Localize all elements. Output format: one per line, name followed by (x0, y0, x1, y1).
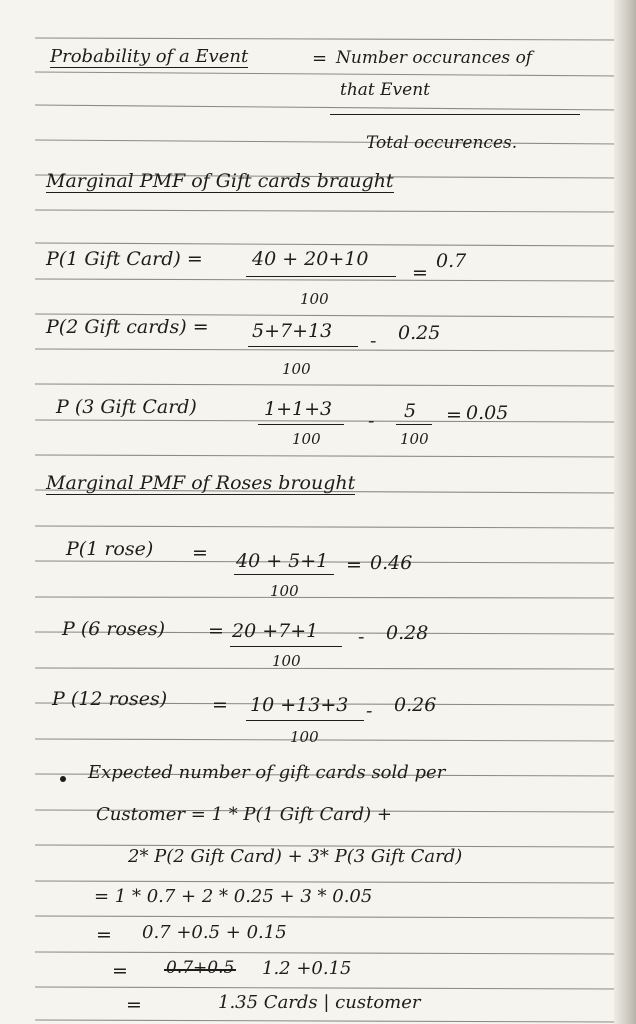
gift-row-3-mid-numerator: 5 (404, 400, 417, 422)
expected-line-1: Expected number of gift cards sold per (88, 762, 446, 783)
definition-lhs: Probability of a Event (50, 46, 249, 67)
gift-heading: Marginal PMF of Gift cards braught (46, 170, 394, 192)
gift-row-3-mid-fraction-bar (396, 424, 432, 425)
gift-row-2-numerator: 5+7+13 (252, 320, 333, 342)
gift-row-3-mid-denominator: 100 (400, 430, 429, 448)
gift-row-1-result: 0.7 (436, 250, 467, 272)
gift-row-1-eq: = (412, 262, 428, 284)
rose-row-2-fraction-bar (230, 646, 342, 647)
definition-numerator-a: Number occurances of (336, 48, 533, 68)
rose-row-1-label: P(1 rose) (66, 538, 154, 560)
gift-row-2-label: P(2 Gift cards) = (46, 316, 209, 338)
gift-row-3-fraction-bar (258, 424, 344, 425)
expected-line-6-struck: 0.7+0.5 (166, 958, 235, 978)
definition-fraction-bar (330, 114, 580, 115)
gift-row-3-denominator: 100 (292, 430, 321, 448)
rose-row-1-fraction-bar (234, 574, 334, 575)
rose-row-2-eq: - (358, 626, 365, 648)
rose-row-3-fraction-bar (246, 720, 364, 721)
expected-line-7-eq: = (126, 994, 142, 1016)
gift-row-3-eq2: = (446, 404, 462, 426)
rose-row-3-numerator: 10 +13+3 (250, 694, 349, 716)
gift-row-2-result: 0.25 (398, 322, 441, 344)
rose-row-1-denominator: 100 (270, 582, 299, 600)
gift-row-2-eq: - (370, 330, 377, 352)
gift-row-1-label: P(1 Gift Card) = (46, 248, 203, 270)
bullet-icon (60, 776, 66, 782)
rose-row-2-denominator: 100 (272, 652, 301, 670)
rose-row-3-label: P (12 roses) (52, 688, 168, 710)
expected-line-6-eq: = (112, 960, 128, 982)
gift-row-1-denominator: 100 (300, 290, 329, 308)
rose-row-1-result: 0.46 (370, 552, 413, 574)
gift-row-3-numerator: 1+1+3 (264, 398, 333, 420)
rose-row-3-eq0: = (212, 694, 228, 716)
expected-line-2: Customer = 1 * P(1 Gift Card) + (96, 804, 392, 825)
definition-numerator-b: that Event (340, 80, 431, 100)
gift-row-2-denominator: 100 (282, 360, 311, 378)
definition-eq: = (312, 48, 328, 69)
rose-row-1-numerator: 40 + 5+1 (236, 550, 329, 572)
rose-row-2-result: 0.28 (386, 622, 429, 644)
rose-row-2-numerator: 20 +7+1 (232, 620, 319, 642)
expected-line-4: = 1 * 0.7 + 2 * 0.25 + 3 * 0.05 (94, 886, 373, 907)
expected-line-5: 0.7 +0.5 + 0.15 (142, 922, 287, 943)
rose-heading: Marginal PMF of Roses brought (46, 472, 356, 494)
rose-row-3-eq: - (366, 700, 373, 722)
rose-row-3-result: 0.26 (394, 694, 437, 716)
gift-row-3-eq1: - (368, 410, 375, 432)
gift-row-1-fraction-bar (246, 276, 396, 277)
expected-line-3: 2* P(2 Gift Card) + 3* P(3 Gift Card) (128, 846, 463, 867)
expected-line-7: 1.35 Cards | customer (218, 992, 421, 1013)
rose-row-2-eq0: = (208, 620, 224, 642)
rose-row-1-eq0: = (192, 542, 208, 564)
rose-row-1-eq: = (346, 554, 362, 576)
expected-line-6: 1.2 +0.15 (262, 958, 352, 979)
gift-row-2-fraction-bar (248, 346, 358, 347)
gift-row-3-result: 0.05 (466, 402, 509, 424)
gift-row-3-label: P (3 Gift Card) (56, 396, 197, 418)
page-edge (614, 0, 636, 1024)
gift-row-1-numerator: 40 + 20+10 (252, 248, 369, 270)
definition-denominator: Total occurences. (366, 133, 518, 153)
rose-row-2-label: P (6 roses) (62, 618, 166, 640)
expected-line-5-eq: = (96, 924, 112, 946)
rose-row-3-denominator: 100 (290, 728, 319, 746)
